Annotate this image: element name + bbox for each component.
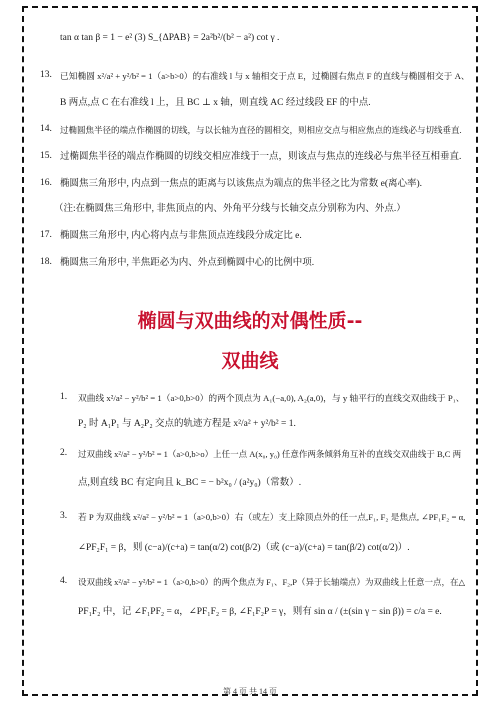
hyperbola-item-3-line1: 若 P 为双曲线 x²/a² − y²/b² = 1（a>0,b>0）右（或左）支上除顶点外的任一点,F₁, F₂ 是焦点, ∠PF₁F₂ = α, [78, 512, 466, 522]
hyperbola-item-1-line2: P₂ 时 A₁P₁ 与 A₂P₂ 交点的轨迹方程是 x²/a² + y²/b² = 1. [78, 419, 296, 429]
item-number: 18. [40, 257, 52, 267]
item-13-line1: 已知椭圆 x²/a² + y²/b² = 1（a>b>0）的右准线 l 与 x 轴相交于点 E，过椭圆右焦点 F 的直线与椭圆相交于 A、 [60, 71, 470, 81]
item-16-note: （注:在椭圆焦三角形中, 非焦顶点的内、外角平分线与长轴交点分别称为内、外点.） [54, 204, 406, 214]
section-title: 椭圆与双曲线的对偶性质-- [137, 310, 363, 332]
item-number: 14. [40, 124, 52, 134]
item-14-line1: 过椭圆焦半径的端点作椭圆的切线，与以长轴为直径的圆相交，则相应交点与相应焦点的连线必与切线垂直. [60, 125, 462, 135]
hyperbola-item-4-line1: 设双曲线 x²/a² − y²/b² = 1（a>0,b>0）的两个焦点为 F₁、F₂,P（异于长轴端点）为双曲线上任意一点，在△ [78, 577, 466, 587]
hyperbola-item-2-line1: 过双曲线 x²/a² − y²/b² = 1（a>0,b>o）上任一点 A(x₀, y₀) 任意作两条倾斜角互补的直线交双曲线于 B,C 两 [78, 449, 462, 459]
item-17-line1: 椭圆焦三角形中, 内心将内点与非焦顶点连线段分成定比 e. [60, 231, 302, 241]
item-number: 4. [60, 576, 68, 586]
item-number: 17. [40, 230, 52, 240]
item-18-line1: 椭圆焦三角形中, 半焦距必为内、外点到椭圆中心的比例中项. [60, 258, 315, 268]
hyperbola-item-3-line2: ∠PF₂F₁ = β，则 (c−a)/(c+a) = tan(α/2) cot(β/2)（或 (c−a)/(c+a) = tan(β/2) cot(α/2)）. [78, 543, 410, 553]
item-number: 15. [40, 151, 52, 161]
item-13-line2: B 两点,点 C 在右准线 l 上，且 BC ⊥ x 轴，则直线 AC 经过线段 EF 的中点. [60, 98, 371, 108]
hyperbola-item-2-line2: 点,则直线 BC 有定向且 k_BC = − b²x₀ / (a²y₀)（常数）. [78, 478, 302, 488]
item-number: 3. [60, 511, 68, 521]
item-number: 2. [60, 448, 68, 458]
item-16-line1: 椭圆焦三角形中, 内点到一焦点的距离与以该焦点为端点的焦半径之比为常数 e(离心率). [60, 179, 423, 189]
hyperbola-item-4-line2: PF₁F₂ 中，记 ∠F₁PF₂ = α，∠PF₁F₂ = β, ∠F₁F₂P = γ，则有 sin α / (±(sin γ − sin β)) = c/a = e. [78, 607, 442, 617]
item-number: 16. [40, 178, 52, 188]
hyperbola-item-1-line1: 双曲线 x²/a² − y²/b² = 1（a>0,b>0）的两个顶点为 A₁(−a,0), A₂(a,0)，与 y 轴平行的直线交双曲线于 P₁、 [78, 393, 465, 403]
item-number: 1. [60, 392, 68, 402]
page-footer: 第 4 页 共 14 页 [223, 687, 277, 696]
top-formula-line: tan α tan β = 1 − e² (3) S_{ΔPAB} = 2a²b²/(b² − a²) cot γ . [60, 33, 280, 43]
item-number: 13. [40, 70, 52, 80]
item-15-line1: 过椭圆焦半径的端点作椭圆的切线交相应准线于一点，则该点与焦点的连线必与焦半径互相垂直. [60, 152, 462, 162]
section-subtitle: 双曲线 [221, 350, 279, 372]
